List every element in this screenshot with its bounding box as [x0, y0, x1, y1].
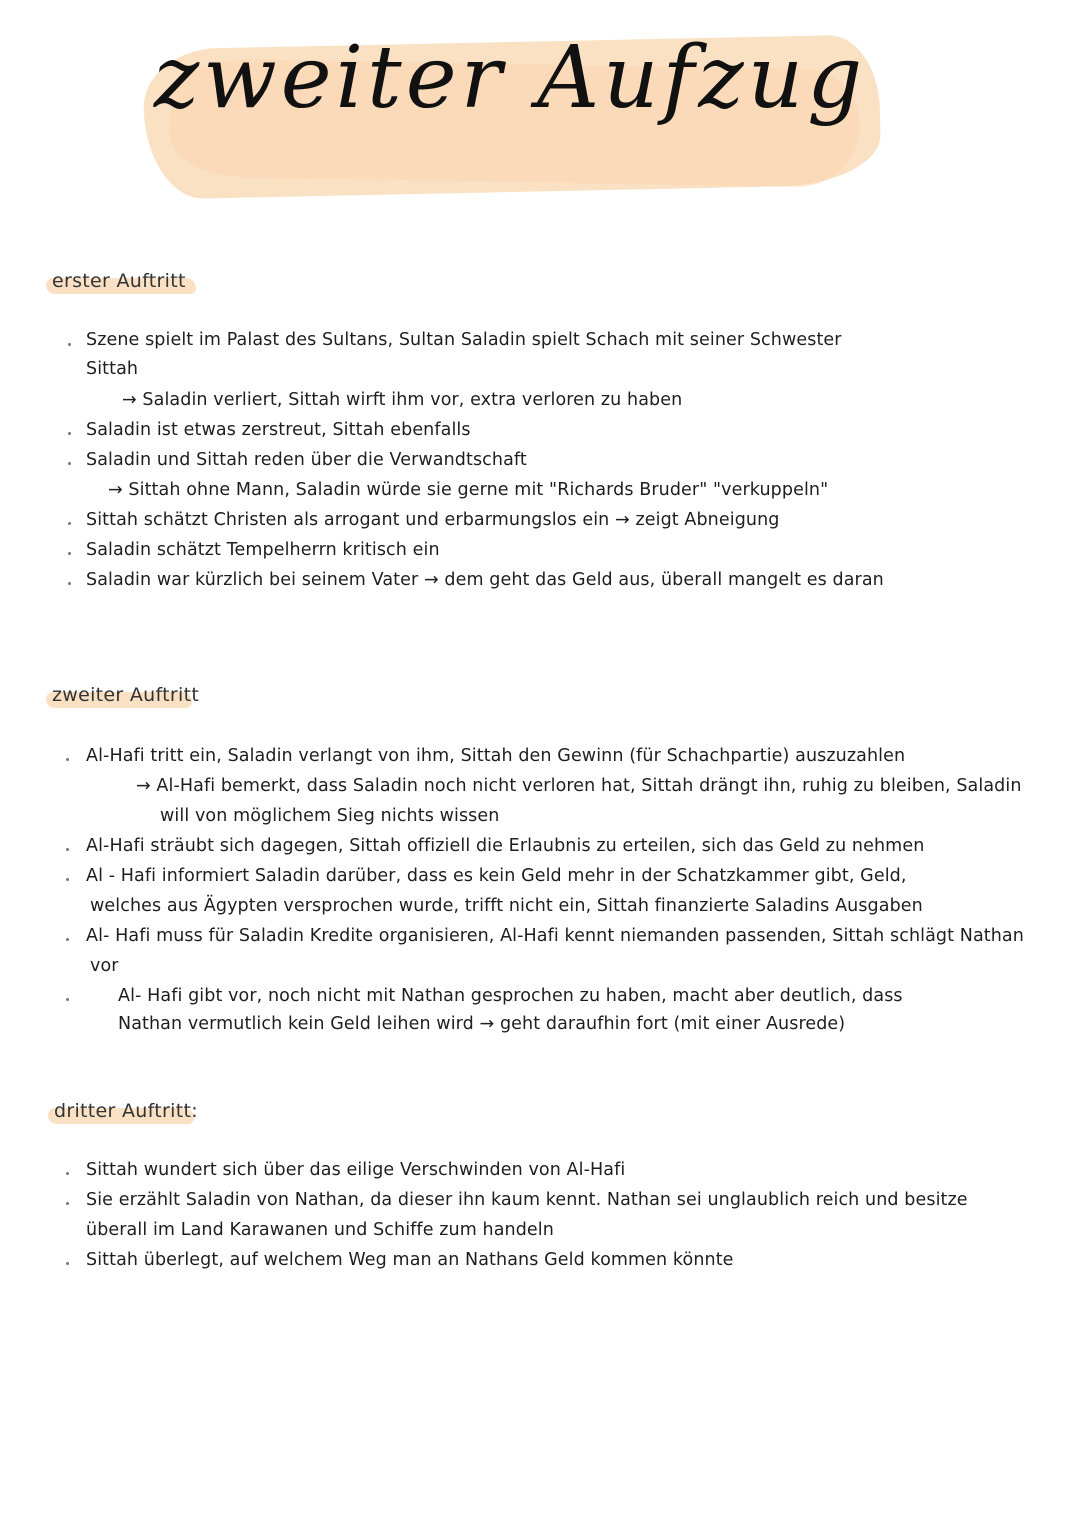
- note-line: → Saladin verliert, Sittah wirft ihm vor, extra verloren zu haben: [122, 390, 683, 410]
- section-heading-text: erster Auftritt: [52, 270, 186, 292]
- note-line: Sittah: [86, 359, 139, 379]
- note-line: → Al-Hafi bemerkt, dass Saladin noch nicht verloren hat, Sittah drängt ihn, ruhig zu bleiben, Saladin: [136, 776, 1022, 796]
- note-line: Al-Hafi tritt ein, Saladin verlangt von ihm, Sittah den Gewinn (für Schachpartie) auszuzahlen: [86, 746, 906, 766]
- note-line: Sittah wundert sich über das eilige Verschwinden von Al-Hafi: [86, 1160, 626, 1180]
- note-line: Sie erzählt Saladin von Nathan, da dieser ihn kaum kennt. Nathan sei unglaublich reich und besitze: [86, 1190, 968, 1210]
- note-line: Al - Hafi informiert Saladin darüber, dass es kein Geld mehr in der Schatzkammer gibt, Geld,: [86, 866, 907, 886]
- bullet: [66, 758, 69, 761]
- note-line: Al-Hafi sträubt sich dagegen, Sittah offiziell die Erlaubnis zu erteilen, sich das Geld zu nehmen: [86, 836, 925, 856]
- bullet: [66, 1172, 69, 1175]
- note-line: Sittah überlegt, auf welchem Weg man an Nathans Geld kommen könnte: [86, 1250, 734, 1270]
- note-line: vor: [90, 956, 119, 976]
- bullet: [66, 998, 69, 1001]
- section-heading-text: zweiter Auftritt: [52, 684, 200, 706]
- bullet: [66, 848, 69, 851]
- bullet: [68, 462, 71, 465]
- note-line: Saladin schätzt Tempelherrn kritisch ein: [86, 540, 440, 560]
- note-line: überall im Land Karawanen und Schiffe zum handeln: [86, 1220, 554, 1240]
- bullet: [66, 1262, 69, 1265]
- bullet: [66, 938, 69, 941]
- title-area: [130, 22, 890, 202]
- note-line: Saladin ist etwas zerstreut, Sittah ebenfalls: [86, 420, 471, 440]
- bullet: [68, 343, 71, 346]
- note-line: Nathan vermutlich kein Geld leihen wird → geht daraufhin fort (mit einer Ausrede): [118, 1014, 846, 1034]
- section-heading-erster-auftritt: [52, 270, 186, 296]
- note-line: will von möglichem Sieg nichts wissen: [160, 806, 500, 826]
- note-line: Al- Hafi muss für Saladin Kredite organisieren, Al-Hafi kennt niemanden passenden, Sittah schlägt Nathan: [86, 926, 1024, 946]
- bullet: [68, 552, 71, 555]
- bullet: [66, 878, 69, 881]
- note-line: Saladin war kürzlich bei seinem Vater → dem geht das Geld aus, überall mangelt es daran: [86, 570, 884, 590]
- note-line: Al- Hafi gibt vor, noch nicht mit Nathan gesprochen zu haben, macht aber deutlich, dass: [118, 986, 903, 1006]
- bullet: [68, 432, 71, 435]
- section-heading-text: dritter Auftritt:: [54, 1100, 198, 1122]
- bullet: [68, 582, 71, 585]
- bullet: [68, 522, 71, 525]
- note-line: Sittah schätzt Christen als arrogant und erbarmungslos ein → zeigt Abneigung: [86, 510, 780, 530]
- note-line: Szene spielt im Palast des Sultans, Sultan Saladin spielt Schach mit seiner Schwester: [86, 330, 842, 350]
- note-line: welches aus Ägypten versprochen wurde, trifft nicht ein, Sittah finanzierte Saladins Ausgaben: [90, 896, 923, 916]
- bullet: [66, 1202, 69, 1205]
- section-heading-zweiter-auftritt: [52, 684, 200, 710]
- note-line: Saladin und Sittah reden über die Verwandtschaft: [86, 450, 527, 470]
- page-title: zweiter Aufzug: [153, 28, 867, 128]
- section-heading-dritter-auftritt: [54, 1100, 198, 1126]
- note-line: → Sittah ohne Mann, Saladin würde sie gerne mit "Richards Bruder" "verkuppeln": [108, 480, 829, 500]
